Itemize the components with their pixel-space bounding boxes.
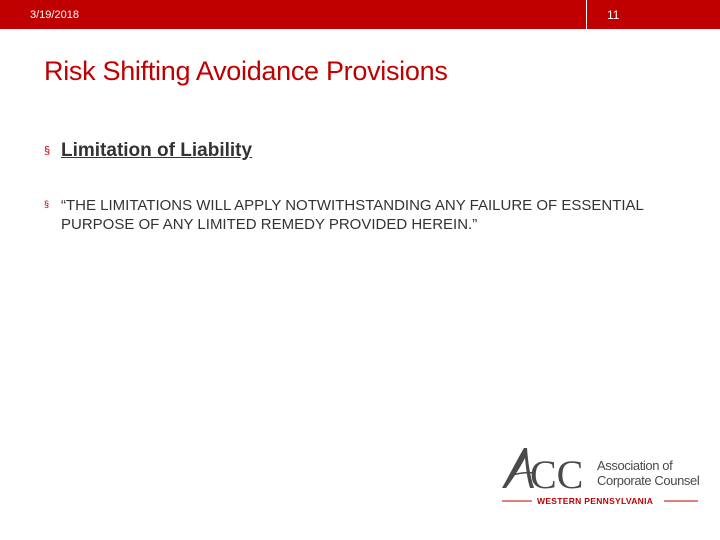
- bullet-item: [44, 196, 684, 234]
- logo-region: WESTERN PENNSYLVANIA: [537, 496, 654, 506]
- slide-date: 3/19/2018: [30, 9, 79, 21]
- bullet-heading: Limitation of Liability: [61, 140, 253, 161]
- header-divider: [586, 0, 587, 29]
- logo-line2: Corporate Counsel: [597, 473, 700, 488]
- slide-title: Risk Shifting Avoidance Provisions: [44, 56, 448, 86]
- acc-logo: [500, 444, 700, 514]
- logo-line1: Association of: [597, 458, 673, 473]
- acc-cc-letters: CC: [530, 452, 584, 497]
- bullet-quote: “THE LIMITATIONS WILL APPLY NOTWITHSTANDING ANY FAILURE OF ESSENTIAL PURPOSE OF ANY LIMITED REMEDY PROVIDED HEREIN.”: [61, 197, 644, 233]
- slide-number: 11: [607, 8, 620, 22]
- bullet-marker-icon: §: [44, 199, 50, 209]
- bullet-marker-icon: §: [44, 145, 51, 157]
- bullet-item: [44, 140, 252, 162]
- header-bar: [0, 0, 720, 29]
